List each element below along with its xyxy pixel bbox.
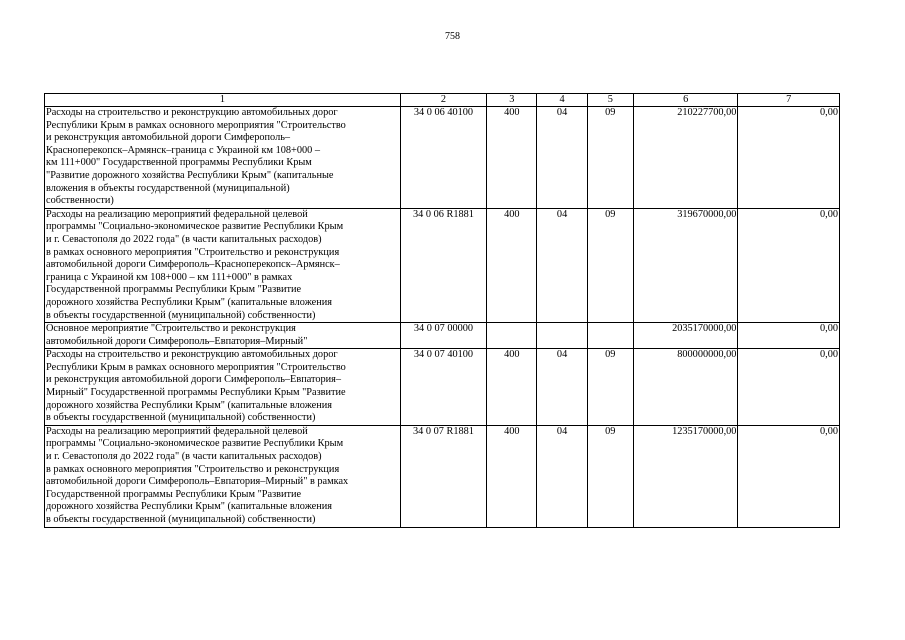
col-header-3: 3 — [487, 94, 537, 107]
row-expense-type — [487, 323, 537, 349]
row-description: Расходы на реализацию мероприятий федеральной целевой программы "Социально-экономическое развитие Республики Крым и г. Севастополя до 2022 года" (в части капитальных расходов) в рамках основного мероприятия "Строительство и реконструкция автомобильной дороги Симферополь–Красноперекопск–Армянск– граница с Украиной км 108+000 – км 111+000" в рамках Государственной программы Республики Крым "Развитие дорожного хозяйства Республики Крым" (капитальные вложения в объекты государственной (муниципальной) собственности) — [45, 208, 401, 322]
row-description: Расходы на строительство и реконструкцию автомобильных дорог Республики Крым в рамках основного мероприятия "Строительство и реконструкция автомобильной дороги Симферополь–Евпатория– Мирный" Государственной программы Республики Крым "Развитие дорожного хозяйства Республики Крым" (капитальные вложения в объекты государственной (муниципальной) собственности) — [45, 349, 401, 426]
row-expense-type: 400 — [487, 107, 537, 209]
row-amount-total: 800000000,00 — [633, 349, 738, 426]
row-description: Основное мероприятие "Строительство и реконструкция автомобильной дороги Симферополь–Евпатория–Мирный" — [45, 323, 401, 349]
row-subsection: 09 — [587, 107, 633, 209]
col-header-4: 4 — [537, 94, 587, 107]
table-row — [45, 425, 840, 527]
row-target-article: 34 0 07 00000 — [400, 323, 486, 349]
row-expense-type: 400 — [487, 425, 537, 527]
row-section: 04 — [537, 349, 587, 426]
row-amount-secondary: 0,00 — [738, 107, 840, 209]
table-row — [45, 107, 840, 209]
row-amount-secondary: 0,00 — [738, 323, 840, 349]
row-target-article: 34 0 07 40100 — [400, 349, 486, 426]
col-header-1: 1 — [45, 94, 401, 107]
table-row — [45, 323, 840, 349]
row-target-article: 34 0 07 R1881 — [400, 425, 486, 527]
col-header-5: 5 — [587, 94, 633, 107]
row-expense-type: 400 — [487, 349, 537, 426]
col-header-7: 7 — [738, 94, 840, 107]
row-target-article: 34 0 06 40100 — [400, 107, 486, 209]
row-section: 04 — [537, 107, 587, 209]
row-description: Расходы на реализацию мероприятий федеральной целевой программы "Социально-экономическое развитие Республики Крым и г. Севастополя до 2022 года" (в части капитальных расходов) в рамках основного мероприятия "Строительство и реконструкция автомобильной дороги Симферополь–Евпатория–Мирный" в рамках Государственной программы Республики Крым "Развитие дорожного хозяйства Республики Крым" (капитальные вложения в объекты государственной (муниципальной) собственности) — [45, 425, 401, 527]
budget-table — [44, 93, 840, 528]
col-header-6: 6 — [633, 94, 738, 107]
row-description: Расходы на строительство и реконструкцию автомобильных дорог Республики Крым в рамках основного мероприятия "Строительство и реконструкция автомобильной дороги Симферополь– Красноперекопск–Армянск–граница с Украиной км 108+000 – км 111+000" Государственной программы Республики Крым "Развитие дорожного хозяйства Республики Крым" (капитальные вложения в объекты государственной (муниципальной) собственности) — [45, 107, 401, 209]
row-subsection: 09 — [587, 425, 633, 527]
col-header-2: 2 — [400, 94, 486, 107]
row-subsection: 09 — [587, 208, 633, 322]
row-amount-secondary: 0,00 — [738, 425, 840, 527]
page-number: 758 — [445, 31, 460, 42]
row-subsection — [587, 323, 633, 349]
row-amount-secondary: 0,00 — [738, 349, 840, 426]
row-amount-total: 1235170000,00 — [633, 425, 738, 527]
row-amount-total: 319670000,00 — [633, 208, 738, 322]
row-section: 04 — [537, 208, 587, 322]
row-target-article: 34 0 06 R1881 — [400, 208, 486, 322]
table-row — [45, 208, 840, 322]
row-expense-type: 400 — [487, 208, 537, 322]
row-amount-total: 210227700,00 — [633, 107, 738, 209]
header-row — [45, 94, 840, 107]
row-amount-secondary: 0,00 — [738, 208, 840, 322]
row-amount-total: 2035170000,00 — [633, 323, 738, 349]
row-section: 04 — [537, 425, 587, 527]
row-section — [537, 323, 587, 349]
row-subsection: 09 — [587, 349, 633, 426]
table-row — [45, 349, 840, 426]
